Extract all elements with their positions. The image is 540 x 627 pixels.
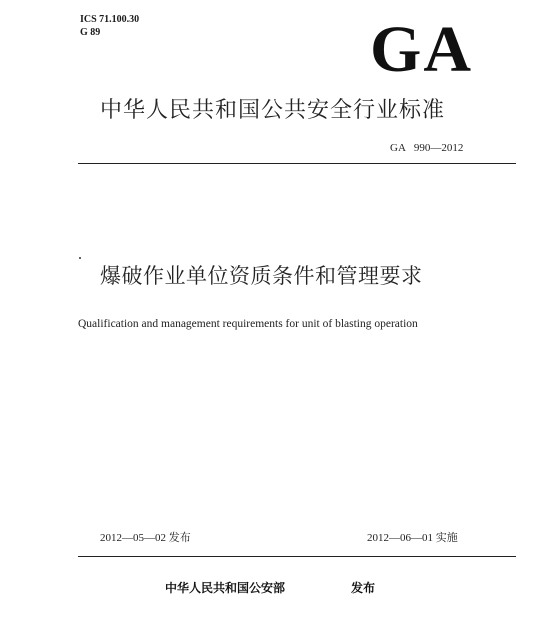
implementation-label: 实施: [435, 531, 458, 544]
publisher-name: 中华人民共和国公安部: [165, 581, 286, 595]
standard-number-value: 990—2012: [413, 142, 464, 154]
publish-label: 发布: [351, 581, 376, 595]
implementation-date: 2012—06—01: [367, 532, 433, 544]
classification-code: G 89: [80, 27, 101, 38]
ga-brand-mark: GA: [370, 13, 473, 86]
small-dot-mark: [79, 257, 81, 259]
document-title-zh: 爆破作业单位资质条件和管理要求: [100, 264, 423, 288]
issue-date-line: [100, 531, 191, 545]
document-title-en: Qualification and management requirements for unit of blasting operation: [78, 318, 418, 330]
implementation-date-line: [367, 531, 458, 545]
bottom-divider: [78, 556, 516, 557]
issue-date: 2012—05—02: [100, 532, 166, 544]
standard-number-prefix: GA: [390, 142, 406, 154]
issue-label: 发布: [168, 531, 191, 544]
standard-number: [390, 142, 463, 154]
top-divider: [78, 163, 516, 164]
standard-category-title: 中华人民共和国公共安全行业标准: [100, 98, 446, 123]
ics-code: ICS 71.100.30: [80, 14, 140, 25]
